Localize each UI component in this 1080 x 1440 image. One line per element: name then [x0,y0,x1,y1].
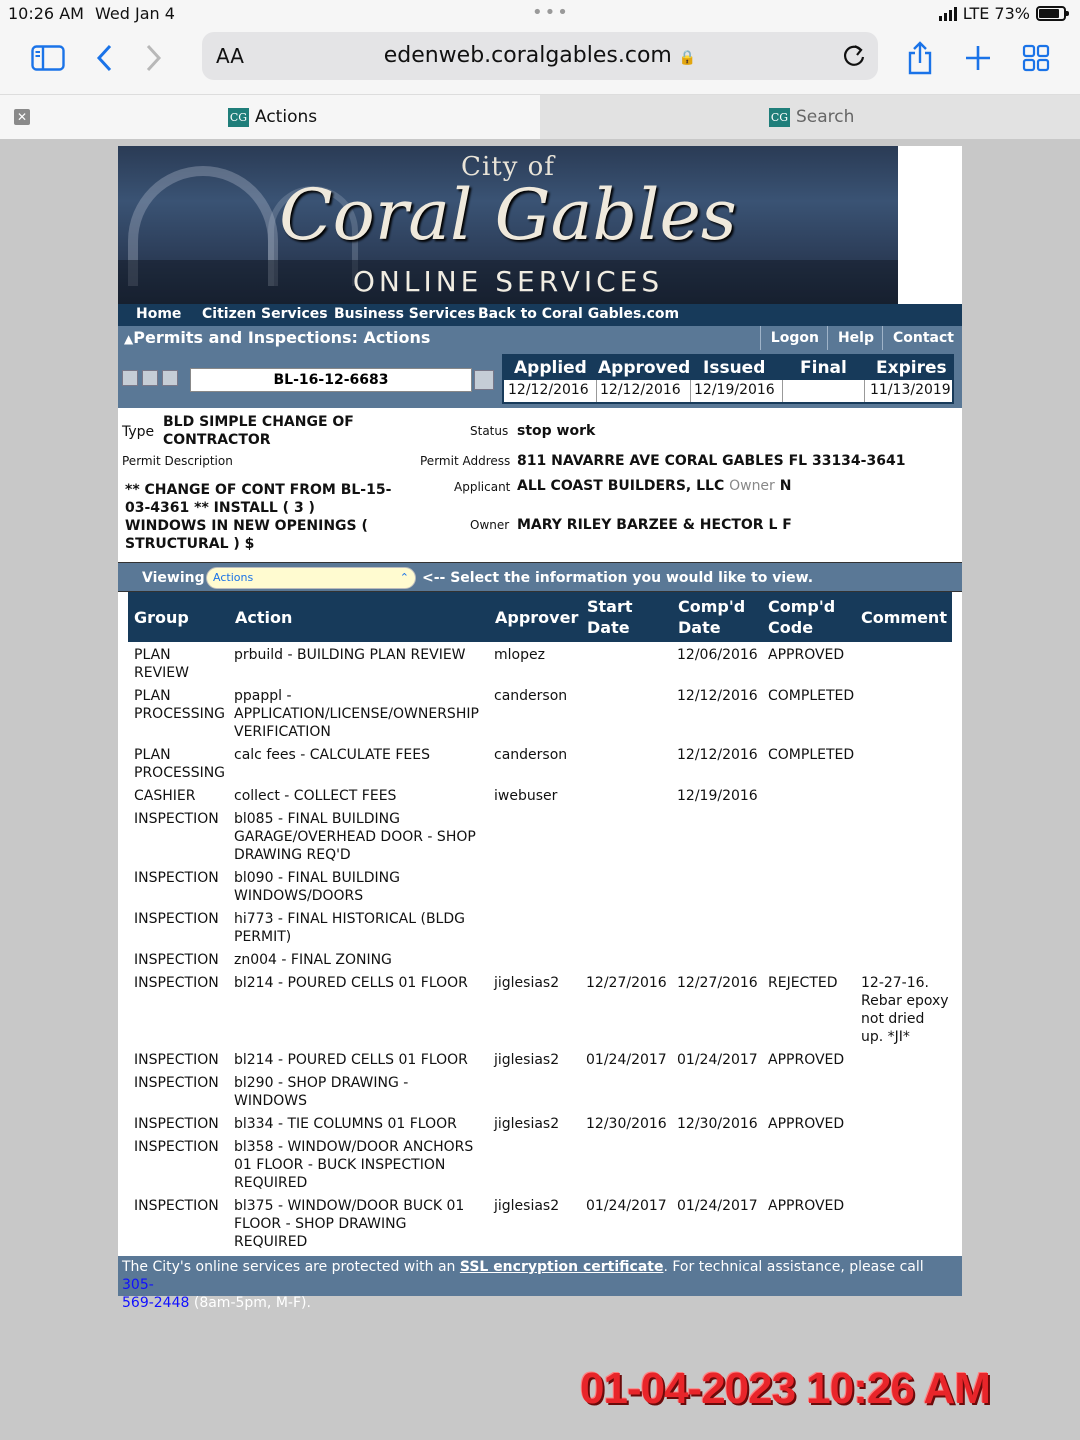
nav-back-link[interactable]: Back to Coral Gables.com [478,306,680,322]
row-group: INSPECTION [134,1116,219,1132]
row-group: PLAN [134,747,171,763]
applied-date: 12/12/2016 [508,382,589,398]
permit-bar [118,350,962,408]
row-compd-code: COMPLETED [768,747,855,763]
col-group: Group [134,608,189,627]
close-tab-icon[interactable]: ✕ [14,109,30,125]
row-compd-date: 12/19/2016 [677,788,758,804]
row-approver: jiglesias2 [494,1052,560,1068]
forward-icon[interactable] [134,38,174,78]
row-group: INSPECTION [134,1198,219,1214]
row-approver: jiglesias2 [494,1198,560,1214]
viewing-label: Viewing [142,570,205,586]
applicant-owner-label: Owner [729,478,775,494]
contact-link[interactable]: Contact [882,326,962,350]
type-value-line1: BLD SIMPLE CHANGE OF [163,414,354,430]
col-compd-2: Date [678,618,721,637]
row-compd-code: COMPLETED [768,688,855,704]
expires-header: Expires [876,358,947,378]
issued-header: Issued [703,358,766,378]
coral-gables-favicon: CG [228,108,249,127]
viewing-select[interactable]: Actions ⌃ [206,567,416,589]
table-row [128,1193,952,1252]
table-row [128,1111,952,1134]
signal-icon [939,7,957,21]
row-action: bl375 - WINDOW/DOOR BUCK 01 [234,1198,465,1214]
row-compd-code: APPROVED [768,1198,845,1214]
row-action: bl214 - POURED CELLS 01 FLOOR [234,975,468,991]
applicant-value: ALL COAST BUILDERS, LLC [517,478,725,494]
row-compd-date: 01/24/2017 [677,1198,758,1214]
row-comment: Rebar epoxy [861,993,949,1009]
tab-overview-icon[interactable] [1016,38,1056,78]
back-icon[interactable] [84,38,124,78]
expires-date: 11/13/2019 [870,382,951,398]
description-line4: STRUCTURAL ) $ [125,536,255,552]
row-compd-code: APPROVED [768,1116,845,1132]
multitask-dots-icon[interactable]: ••• [532,2,570,23]
new-tab-icon[interactable] [958,38,998,78]
row-compd-date: 12/12/2016 [677,747,758,763]
col-start-2: Date [587,618,630,637]
sub-nav [118,326,962,350]
go-icon[interactable] [474,370,494,390]
table-row [128,906,952,947]
ssl-link[interactable]: SSL encryption certificate [459,1259,664,1275]
type-label: Type [122,424,155,440]
return-icon[interactable] [162,370,178,386]
web-page [118,146,962,1311]
row-group: INSPECTION [134,1139,219,1155]
share-icon[interactable] [900,38,940,78]
row-approver: jiglesias2 [494,1116,560,1132]
row-comment: 12-27-16. [861,975,929,991]
row-start-date: 12/27/2016 [586,975,667,991]
row-group: INSPECTION [134,1075,219,1091]
description-line3: WINDOWS IN NEW OPENINGS ( [125,518,368,534]
applicant-label: Applicant [454,480,511,494]
permit-number-field[interactable]: BL-16-12-6683 [190,368,472,392]
table-row [128,806,952,865]
row-action: bl085 - FINAL BUILDING [234,811,400,827]
row-action: bl334 - TIE COLUMNS 01 FLOOR [234,1116,457,1132]
row-compd-date: 12/06/2016 [677,647,758,663]
table-row [128,865,952,906]
status-label: Status [470,424,509,438]
edit-icon[interactable] [142,370,158,386]
row-approver: jiglesias2 [494,975,560,991]
row-group: INSPECTION [134,911,219,927]
row-approver: canderson [494,747,568,763]
row-compd-date: 01/24/2017 [677,1052,758,1068]
row-approver: canderson [494,688,568,704]
reload-icon[interactable] [842,42,866,72]
row-start-date: 12/30/2016 [586,1116,667,1132]
tab-label: Search [796,107,855,127]
row-action: collect - COLLECT FEES [234,788,397,804]
owner-label: Owner [470,518,510,532]
issued-date: 12/19/2016 [694,382,775,398]
row-action: FLOOR - SHOP DRAWING [234,1216,407,1232]
row-group: PROCESSING [134,765,226,781]
final-header: Final [800,358,847,378]
select-chevron-icon: ⌃ [399,571,409,584]
permit-dates [502,354,954,404]
row-compd-code: APPROVED [768,647,845,663]
table-row [128,783,952,806]
row-group: INSPECTION [134,1052,219,1068]
table-row [128,683,952,742]
row-group: PLAN [134,688,171,704]
network-status: LTE 73% [962,4,1030,23]
row-compd-code: APPROVED [768,1052,845,1068]
status-value: stop work [517,423,596,439]
status-time: 10:26 AM [8,4,84,23]
col-compd-1: Comp'd [678,597,746,616]
row-comment: not dried [861,1011,925,1027]
tab-actions[interactable] [0,95,540,139]
row-action: WINDOWS [234,1093,307,1109]
row-compd-code: REJECTED [768,975,838,991]
row-group: PLAN [134,647,171,663]
row-approver: iwebuser [494,788,558,804]
row-action: zn004 - FINAL ZONING [234,952,392,968]
row-action: APPLICATION/LICENSE/OWNERSHIP [234,706,479,722]
table-row [128,970,952,1047]
col-code-1: Comp'd [768,597,836,616]
browser-chrome [0,0,1080,138]
table-row [128,642,952,683]
phone-link[interactable]: 305- [122,1277,154,1293]
address-label: Permit Address [420,454,511,468]
row-action: WINDOWS/DOORS [234,888,364,904]
table-row [128,947,952,970]
description-label: Permit Description [122,454,233,468]
approved-header: Approved [598,358,691,378]
table-row [128,1047,952,1070]
banner-subtitle: ONLINE SERVICES [118,260,898,304]
row-action: bl290 - SHOP DRAWING - [234,1075,409,1091]
row-action: GARAGE/OVERHEAD DOOR - SHOP [234,829,476,845]
row-group: REVIEW [134,665,189,681]
tab-search[interactable] [540,95,1080,139]
col-code-2: Code [768,618,814,637]
table-header [128,592,952,642]
nav-home[interactable]: Home [136,306,182,322]
help-link[interactable]: Help [827,326,882,350]
coral-gables-favicon: CG [769,108,790,127]
viewing-hint: <-- Select the information you would like to view. [422,570,814,586]
photo-timestamp: 01-04-2023 10:26 AM [580,1364,990,1413]
type-value-line2: CONTRACTOR [163,432,271,448]
site-banner [118,146,898,304]
owner-value: MARY RILEY BARZEE & HECTOR L F [517,517,792,533]
lock-icon: 🔒 [678,50,697,66]
address-value: 811 NAVARRE AVE CORAL GABLES FL 33134-3641 [517,453,906,469]
battery-icon [1036,6,1066,21]
applicant-owner-flag: N [779,478,792,494]
row-group: INSPECTION [134,975,219,991]
col-start-1: Start [587,597,633,616]
row-compd-date: 12/27/2016 [677,975,758,991]
logon-link[interactable]: Logon [760,326,827,350]
row-approver: mlopez [494,647,545,663]
nav-citizen-services[interactable]: Citizen Services [202,306,328,322]
description-line1: ** CHANGE OF CONT FROM BL-15- [125,482,392,498]
table-row [128,1134,952,1193]
row-action: prbuild - BUILDING PLAN REVIEW [234,647,466,663]
row-action: PERMIT) [234,929,292,945]
banner-title: Coral Gables [279,174,737,256]
table-row [128,1070,952,1111]
row-group: INSPECTION [134,952,219,968]
table-body [128,642,952,1252]
row-compd-date: 12/30/2016 [677,1116,758,1132]
status-date: Wed Jan 4 [95,4,175,23]
safari-toolbar [0,32,1080,82]
tab-label: Actions [255,107,318,127]
row-action: hi773 - FINAL HISTORICAL (BLDG [234,911,465,927]
row-start-date: 01/24/2017 [586,1052,667,1068]
table-row [128,742,952,783]
row-action: 01 FLOOR - BUCK INSPECTION [234,1157,446,1173]
actions-table [128,592,952,1252]
reader-aa-button[interactable]: AA [216,44,244,68]
applied-header: Applied [514,358,587,378]
status-bar [8,4,1072,26]
row-start-date: 01/24/2017 [586,1198,667,1214]
browser-tab-strip [0,94,1080,138]
approved-date: 12/12/2016 [600,382,681,398]
url-text[interactable]: edenweb.coralgables.com 🔒 [383,43,697,68]
phone-link[interactable]: 569-2448 [122,1295,190,1311]
row-action: bl090 - FINAL BUILDING [234,870,400,886]
nav-business-services[interactable]: Business Services [334,306,476,322]
row-group: CASHIER [134,788,196,804]
row-action: bl358 - WINDOW/DOOR ANCHORS [234,1139,474,1155]
permit-info [118,408,962,562]
banner-city-of: City of [461,152,555,182]
page-title: ▲Permits and Inspections: Actions [124,328,431,347]
col-comment: Comment [861,608,947,627]
row-action: REQUIRED [234,1175,308,1191]
collapse-triangle-icon[interactable]: ▲ [124,332,134,346]
row-group: INSPECTION [134,811,219,827]
viewing-bar [118,562,962,592]
site-footer: The City's online services are protected with an SSL encryption certificate. For technical assistance, please call 305- 569-2448 (8am-5pm, M-F). [118,1256,962,1296]
row-compd-date: 12/12/2016 [677,688,758,704]
col-action: Action [235,608,293,627]
description-line2: 03-4361 ** INSTALL ( 3 ) [125,500,315,516]
row-group: PROCESSING [134,706,226,722]
col-approver: Approver [495,608,579,627]
main-nav [118,304,962,326]
row-comment: up. *JI* [861,1029,910,1045]
row-action: bl214 - POURED CELLS 01 FLOOR [234,1052,468,1068]
row-action: DRAWING REQ'D [234,847,351,863]
address-bar[interactable] [202,32,878,80]
row-action: calc fees - CALCULATE FEES [234,747,430,763]
row-action: VERIFICATION [234,724,331,740]
sidebar-icon[interactable] [28,38,68,78]
binoculars-icon[interactable] [122,370,138,386]
row-action: REQUIRED [234,1234,308,1250]
row-group: INSPECTION [134,870,219,886]
row-action: ppappl - [234,688,292,704]
